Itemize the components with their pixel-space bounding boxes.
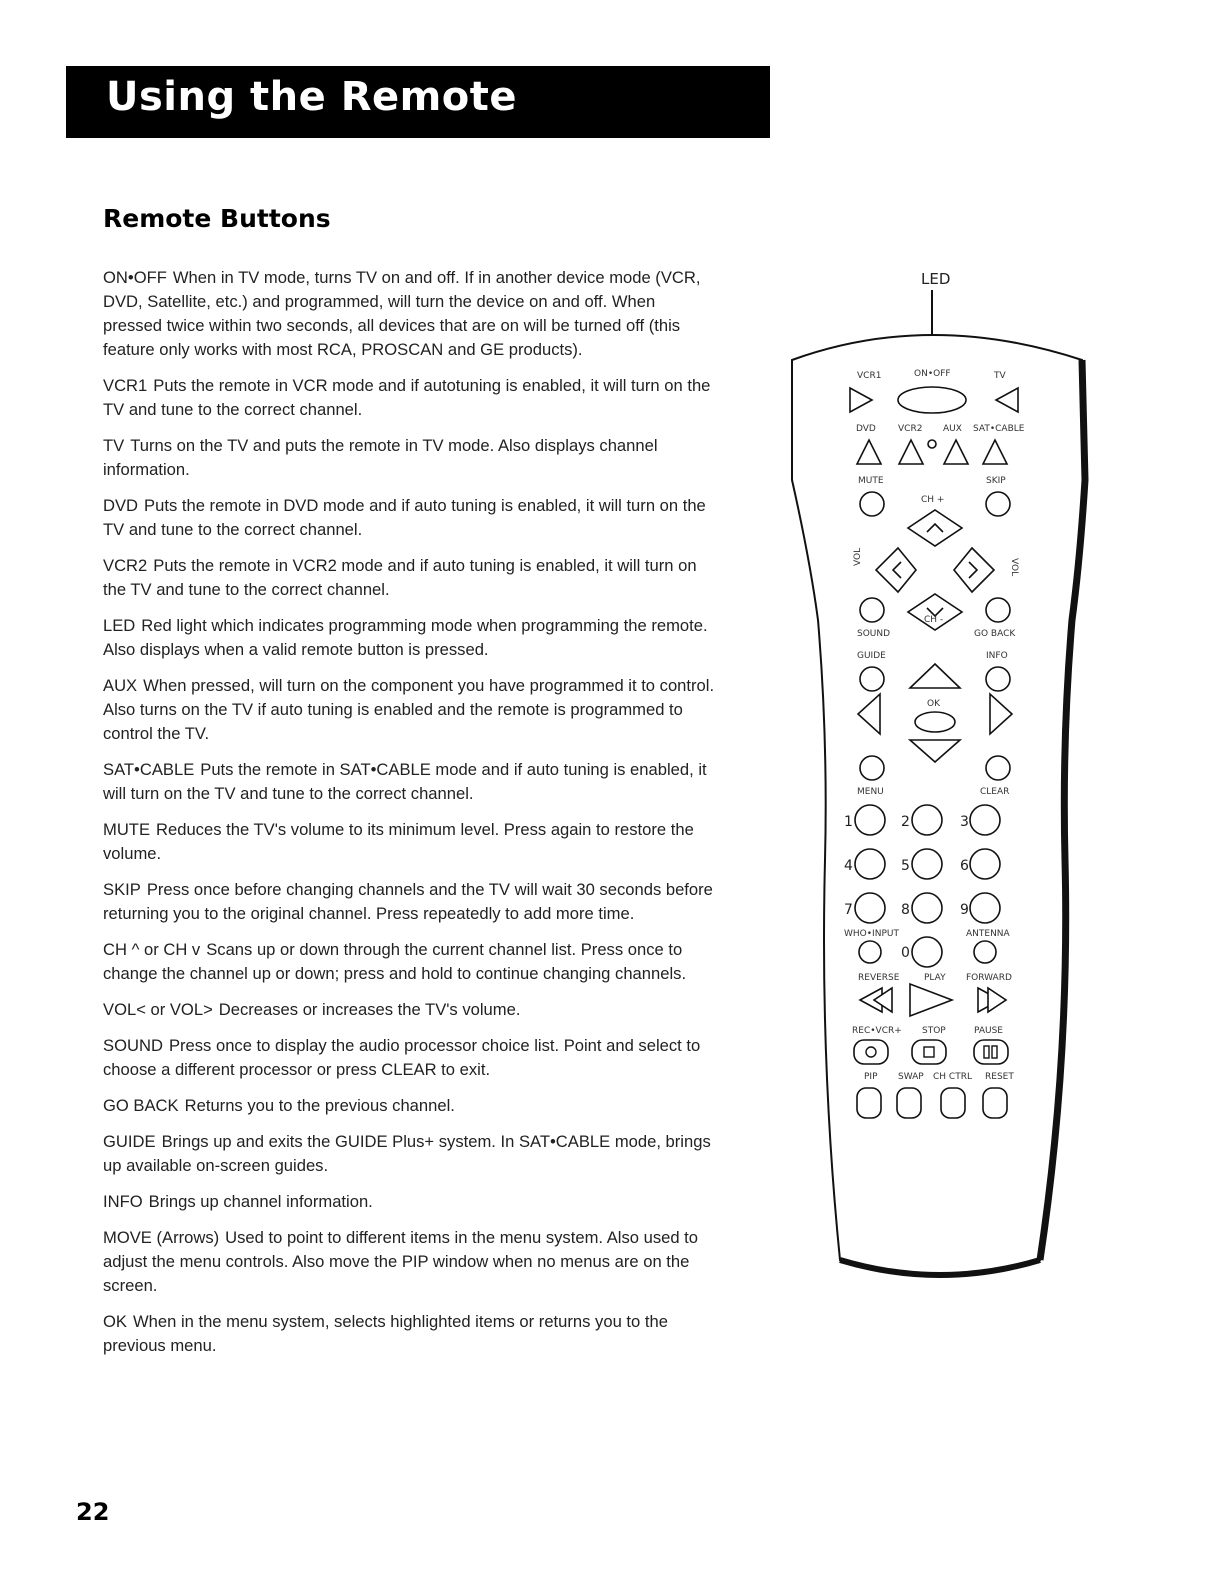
description-item [103,758,718,806]
mute-button[interactable] [860,492,884,516]
reset-button[interactable] [983,1088,1007,1118]
menu-label: MENU [857,787,884,797]
description-text: Puts the remote in DVD mode and if auto tuning is enabled, it will turn on the TV and tune to the correct channel. [103,496,706,539]
ch-plus-label: CH + [921,495,945,505]
digit-4-button[interactable] [855,849,885,879]
ok-button[interactable] [915,712,955,732]
description-text: Press once before changing channels and the TV will wait 30 seconds before returning you to the original channel. Press repeatedly to add more time. [103,880,713,923]
description-text: Scans up or down through the current channel list. Press once to change the channel up or down; press and hold to continue changing channels. [103,940,687,983]
digit-6-label: 6 [960,858,969,874]
record-button[interactable] [854,1040,888,1064]
description-text: Brings up channel information. [148,1192,373,1211]
remote-svg [780,260,1110,1310]
description-term: AUX [103,676,138,695]
aux-label: AUX [943,424,962,434]
description-term: VCR1 [103,376,148,395]
description-item [103,1190,718,1214]
digit-8-button[interactable] [912,893,942,923]
digit-1-label: 1 [844,814,853,830]
description-text: Press once to display the audio processor choice list. Point and select to choose a different processor or press CLEAR to exit. [103,1036,701,1079]
description-text: Puts the remote in VCR2 mode and if auto tuning is enabled, it will turn on the TV and tune to the correct channel. [103,556,697,599]
description-term: MOVE (Arrows) [103,1228,220,1247]
digit-7-label: 7 [844,902,853,918]
stop-button[interactable] [912,1040,946,1064]
description-item [103,554,718,602]
digit-2-label: 2 [901,814,910,830]
sound-button[interactable] [860,598,884,622]
digit-0-label: 0 [901,945,910,961]
description-term: DVD [103,496,139,515]
page-title: Using the Remote [106,74,518,120]
description-text: When in the menu system, selects highlighted items or returns you to the previous menu. [103,1312,668,1355]
description-text: Returns you to the previous channel. [184,1096,455,1115]
go-back-label: GO BACK [974,629,1016,639]
description-term: VOL< or VOL> [103,1000,213,1019]
description-item [103,1226,718,1298]
description-term: ON•OFF [103,268,167,287]
description-item [103,674,718,746]
sound-label: SOUND [857,629,891,639]
description-term: TV [103,436,125,455]
description-item [103,1310,718,1358]
description-text: Turns on the TV and puts the remote in TV mode. Also displays channel information. [103,436,658,479]
pause-button[interactable] [974,1040,1008,1064]
digit-1-button[interactable] [855,805,885,835]
description-item [103,818,718,866]
vcr2-label: VCR2 [898,424,923,434]
ch-minus-label: CH - [924,615,944,625]
who-input-button[interactable] [859,941,881,963]
description-term: OK [103,1312,127,1331]
vcr1-label: VCR1 [857,371,882,381]
digit-6-button[interactable] [970,849,1000,879]
antenna-button[interactable] [974,941,996,963]
menu-button[interactable] [860,756,884,780]
digit-9-label: 9 [960,902,969,918]
description-item [103,1130,718,1178]
skip-button[interactable] [986,492,1010,516]
digit-5-label: 5 [901,858,910,874]
digit-0-button[interactable] [912,937,942,967]
mute-label: MUTE [858,476,884,486]
antenna-label: ANTENNA [966,929,1010,939]
rec-vcr-plus-label: REC•VCR+ [852,1026,902,1036]
description-text: Puts the remote in SAT•CABLE mode and if auto tuning is enabled, it will turn on the TV and tune to the correct channel. [103,760,707,803]
info-label: INFO [986,651,1008,661]
description-item [103,434,718,482]
on-off-button[interactable] [898,387,966,413]
ok-label: OK [927,699,940,709]
vol-right-label: VOL [1009,558,1019,577]
on-off-label: ON•OFF [914,369,951,379]
vol-left-label: VOL [853,547,863,566]
description-term: SKIP [103,880,141,899]
swap-label: SWAP [898,1072,924,1082]
description-item [103,374,718,422]
description-item [103,1034,718,1082]
description-term: INFO [103,1192,143,1211]
digit-9-button[interactable] [970,893,1000,923]
digit-3-label: 3 [960,814,969,830]
info-button[interactable] [986,667,1010,691]
description-text: Brings up and exits the GUIDE Plus+ system. In SAT•CABLE mode, brings up available on-screen guides. [103,1132,711,1175]
reset-label: RESET [985,1072,1014,1082]
clear-label: CLEAR [980,787,1010,797]
led-callout-label: LED [921,270,951,288]
sat-cable-label: SAT•CABLE [973,424,1025,434]
description-item [103,614,718,662]
page-number: 22 [76,1498,110,1526]
description-text: Puts the remote in VCR mode and if autotuning is enabled, it will turn on the TV and tune to the correct channel. [103,376,711,419]
skip-label: SKIP [986,476,1006,486]
clear-button[interactable] [986,756,1010,780]
forward-label: FORWARD [966,973,1012,983]
stop-label: STOP [922,1026,946,1036]
description-term: SOUND [103,1036,163,1055]
go-back-button[interactable] [986,598,1010,622]
description-text: Reduces the TV's volume to its minimum level. Press again to restore the volume. [103,820,694,863]
play-label: PLAY [924,973,946,983]
description-item [103,266,718,362]
digit-8-label: 8 [901,902,910,918]
led-indicator [928,440,936,448]
description-term: VCR2 [103,556,148,575]
description-term: GO BACK [103,1096,179,1115]
description-text: Decreases or increases the TV's volume. [218,1000,521,1019]
description-text: When pressed, will turn on the component you have programmed it to control. Also turns on the TV if auto tuning is enabled and the remote is programmed to control the TV. [103,676,715,743]
description-text: When in TV mode, turns TV on and off. If in another device mode (VCR, DVD, Satellite, etc.) and programmed, will turn the device on and off. When pressed twice within two seconds, all devices that are on will be turned off (this feature only works with most RCA, PROSCAN and GE products). [103,268,701,359]
digit-7-button[interactable] [855,893,885,923]
description-item [103,878,718,926]
description-item [103,998,718,1022]
description-text: Red light which indicates programming mode when programming the remote. Also displays when a valid remote button is pressed. [103,616,708,659]
who-input-label: WHO•INPUT [844,929,899,939]
reverse-label: REVERSE [858,973,900,983]
pip-label: PIP [864,1072,878,1082]
ch-ctrl-button[interactable] [941,1088,965,1118]
digit-2-button[interactable] [912,805,942,835]
digit-5-button[interactable] [912,849,942,879]
description-item [103,494,718,542]
swap-button[interactable] [897,1088,921,1118]
description-term: GUIDE [103,1132,156,1151]
guide-button[interactable] [860,667,884,691]
description-text: Used to point to different items in the menu system. Also used to adjust the menu controls. Also move the PIP window when no menus are on the screen. [103,1228,699,1295]
remote-body [792,335,1085,1275]
digit-3-button[interactable] [970,805,1000,835]
digit-4-label: 4 [844,858,853,874]
ch-ctrl-label: CH CTRL [933,1072,972,1082]
pause-label: PAUSE [974,1026,1003,1036]
description-term: LED [103,616,136,635]
header-bar [66,66,770,138]
description-term: MUTE [103,820,151,839]
description-term: SAT•CABLE [103,760,195,779]
dvd-label: DVD [856,424,876,434]
remote-illustration [780,260,1110,1310]
description-item [103,938,718,986]
tv-label: TV [994,371,1006,381]
description-item [103,1094,718,1118]
pip-button[interactable] [857,1088,881,1118]
section-title: Remote Buttons [103,204,331,233]
button-descriptions [103,266,718,1370]
guide-label: GUIDE [857,651,886,661]
description-term: CH ^ or CH v [103,940,201,959]
